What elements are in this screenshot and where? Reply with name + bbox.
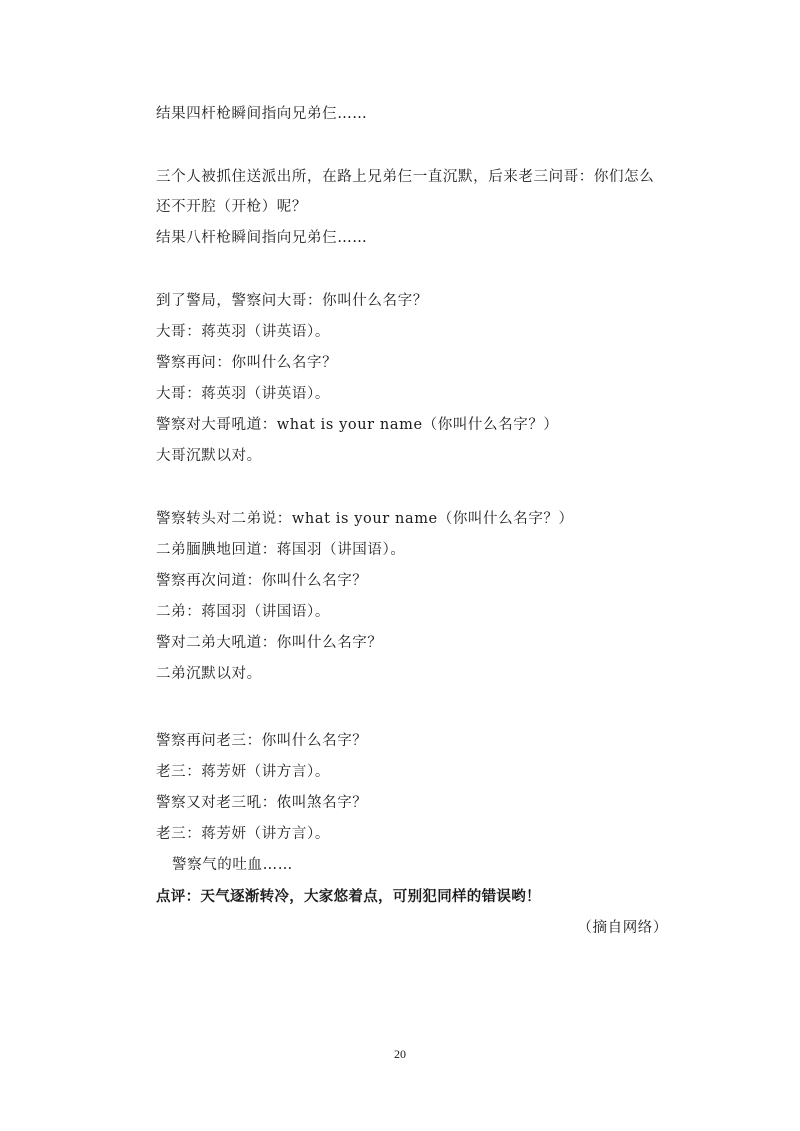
text-line: 警察又对老三吼：侬叫煞名字？ (156, 795, 368, 811)
text-line: 结果八杆枪瞬间指向兄弟仨…… (156, 230, 368, 246)
text-line: 三个人被抓住送派出所，在路上兄弟仨一直沉默，后来老三问哥：你们怎么 (156, 169, 655, 185)
text-line: 老三：蒋芳妍（讲方言）。 (156, 764, 330, 780)
text-line: 到了警局，警察问大哥：你叫什么名字？ (156, 293, 428, 309)
text-line: 还不开腔（开枪）呢？ (156, 199, 307, 215)
text-line: 大哥沉默以对。 (156, 448, 262, 464)
text-line: 警对二弟大吼道：你叫什么名字？ (156, 635, 383, 651)
comment-line: 点评：天气逐渐转冷，大家悠着点，可别犯同样的错误哟！ (156, 889, 541, 905)
text-line: 警察再问：你叫什么名字？ (156, 355, 338, 371)
text-line: 大哥：蒋英羽（讲英语）。 (156, 386, 330, 402)
text-line: 警察再次问道：你叫什么名字？ (156, 573, 368, 589)
text-line: 警察转头对二弟说：what is your name（你叫什么名字？） (156, 511, 574, 527)
text-line: 大哥：蒋英羽（讲英语）。 (156, 324, 330, 340)
text-line: 二弟沉默以对。 (156, 666, 262, 682)
text-line: 警察再问老三：你叫什么名字？ (156, 733, 368, 749)
text-line: 二弟：蒋国羽（讲国语）。 (156, 604, 330, 620)
text-line: 警察对大哥吼道：what is your name（你叫什么名字？） (156, 417, 559, 433)
source-attribution: （摘自网络） (577, 920, 668, 936)
text-line: 二弟腼腆地回道：蒋国羽（讲国语）。 (156, 542, 406, 558)
text-line: 老三：蒋芳妍（讲方言）。 (156, 826, 330, 842)
page-number: 20 (394, 1047, 406, 1061)
text-line: 结果四杆枪瞬间指向兄弟仨…… (156, 106, 368, 122)
text-line: 警察气的吐血…… (172, 857, 293, 873)
